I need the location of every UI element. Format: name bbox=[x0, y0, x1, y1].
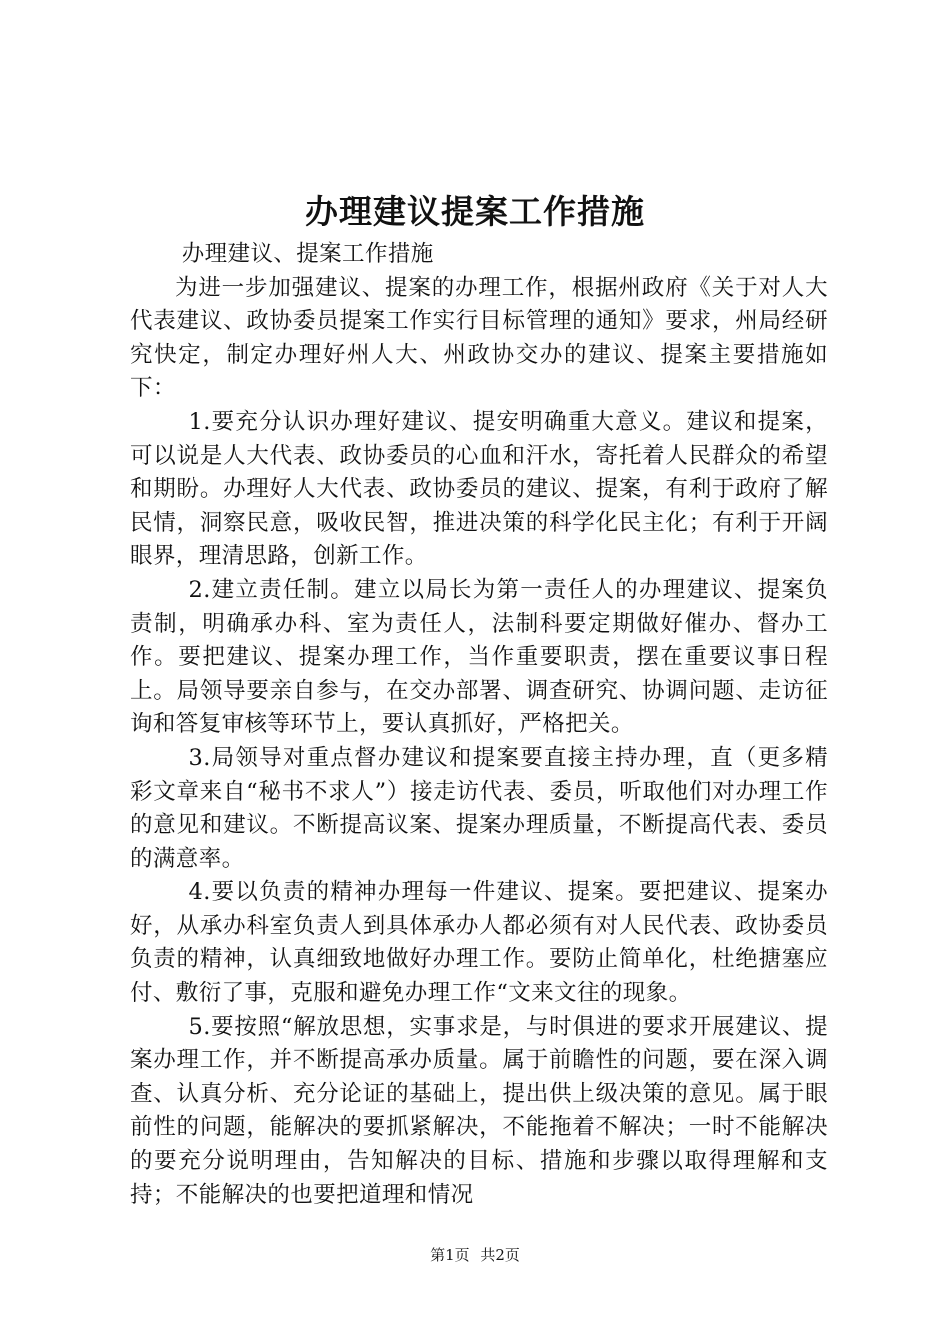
body-paragraph-item-1: 1.要充分认识办理好建议、提安明确重大意义。建议和提案，可以说是人大代表、政协委员的心血和汗水，寄托着人民群众的希望和期盼。办理好人大代表、政协委员的建议、提案，有利于政府了解民情，洞察民意，吸收民智，推进决策的科学化民主化；有利于开阔眼界，理清思路，创新工作。 bbox=[130, 408, 828, 570]
document-body bbox=[130, 238, 828, 1212]
document-title: 办理建议提案工作措施 bbox=[305, 192, 645, 231]
page-footer bbox=[0, 1244, 950, 1265]
body-paragraph-intro: 为进一步加强建议、提案的办理工作，根据州政府《关于对人大代表建议、政协委员提案工作实行目标管理的通知》要求，州局经研究快定，制定办理好州人大、州政协交办的建议、提案主要措施如下： bbox=[130, 274, 828, 402]
page-number-current: 第1页 bbox=[430, 1246, 470, 1264]
body-paragraph-item-2: 2.建立责任制。建立以局长为第一责任人的办理建议、提案负责制，明确承办科、室为责任人，法制科要定期做好催办、督办工作。要把建议、提案办理工作，当作重要职责，摆在重要议事日程上。局领导要亲自参与，在交办部署、调查研究、协调问题、走访征询和答复审核等环节上，要认真抓好，严格把关。 bbox=[130, 576, 828, 738]
body-subtitle: 办理建议、提案工作措施 bbox=[181, 241, 434, 267]
body-paragraph-item-3: 3.局领导对重点督办建议和提案要直接主持办理，直（更多精彩文章来自“秘书不求人”）接走访代表、委员，听取他们对办理工作的意见和建议。不断提高议案、提案办理质量，不断提高代表、委员的满意率。 bbox=[130, 744, 828, 872]
page-number-total: 共2页 bbox=[480, 1246, 520, 1264]
body-paragraph-item-5: 5.要按照“解放思想，实事求是，与时俱进的要求开展建议、提案办理工作，并不断提高承办质量。属于前瞻性的问题，要在深入调查、认真分析、充分论证的基础上，提出供上级决策的意见。属于眼前性的问题，能解决的要抓紧解决，不能拖着不解决；一时不能解决的要充分说明理由，告知解决的目标、措施和步骤以取得理解和支持；不能解决的也要把道理和情况 bbox=[130, 1013, 828, 1208]
body-paragraph-item-4: 4.要以负责的精神办理每一件建议、提案。要把建议、提案办好，从承办科室负责人到具体承办人都必须有对人民代表、政协委员负责的精神，认真细致地做好办理工作。要防止简单化，杜绝搪塞应付、敷衍了事，克服和避免办理工作“文来文往的现象。 bbox=[130, 879, 828, 1007]
